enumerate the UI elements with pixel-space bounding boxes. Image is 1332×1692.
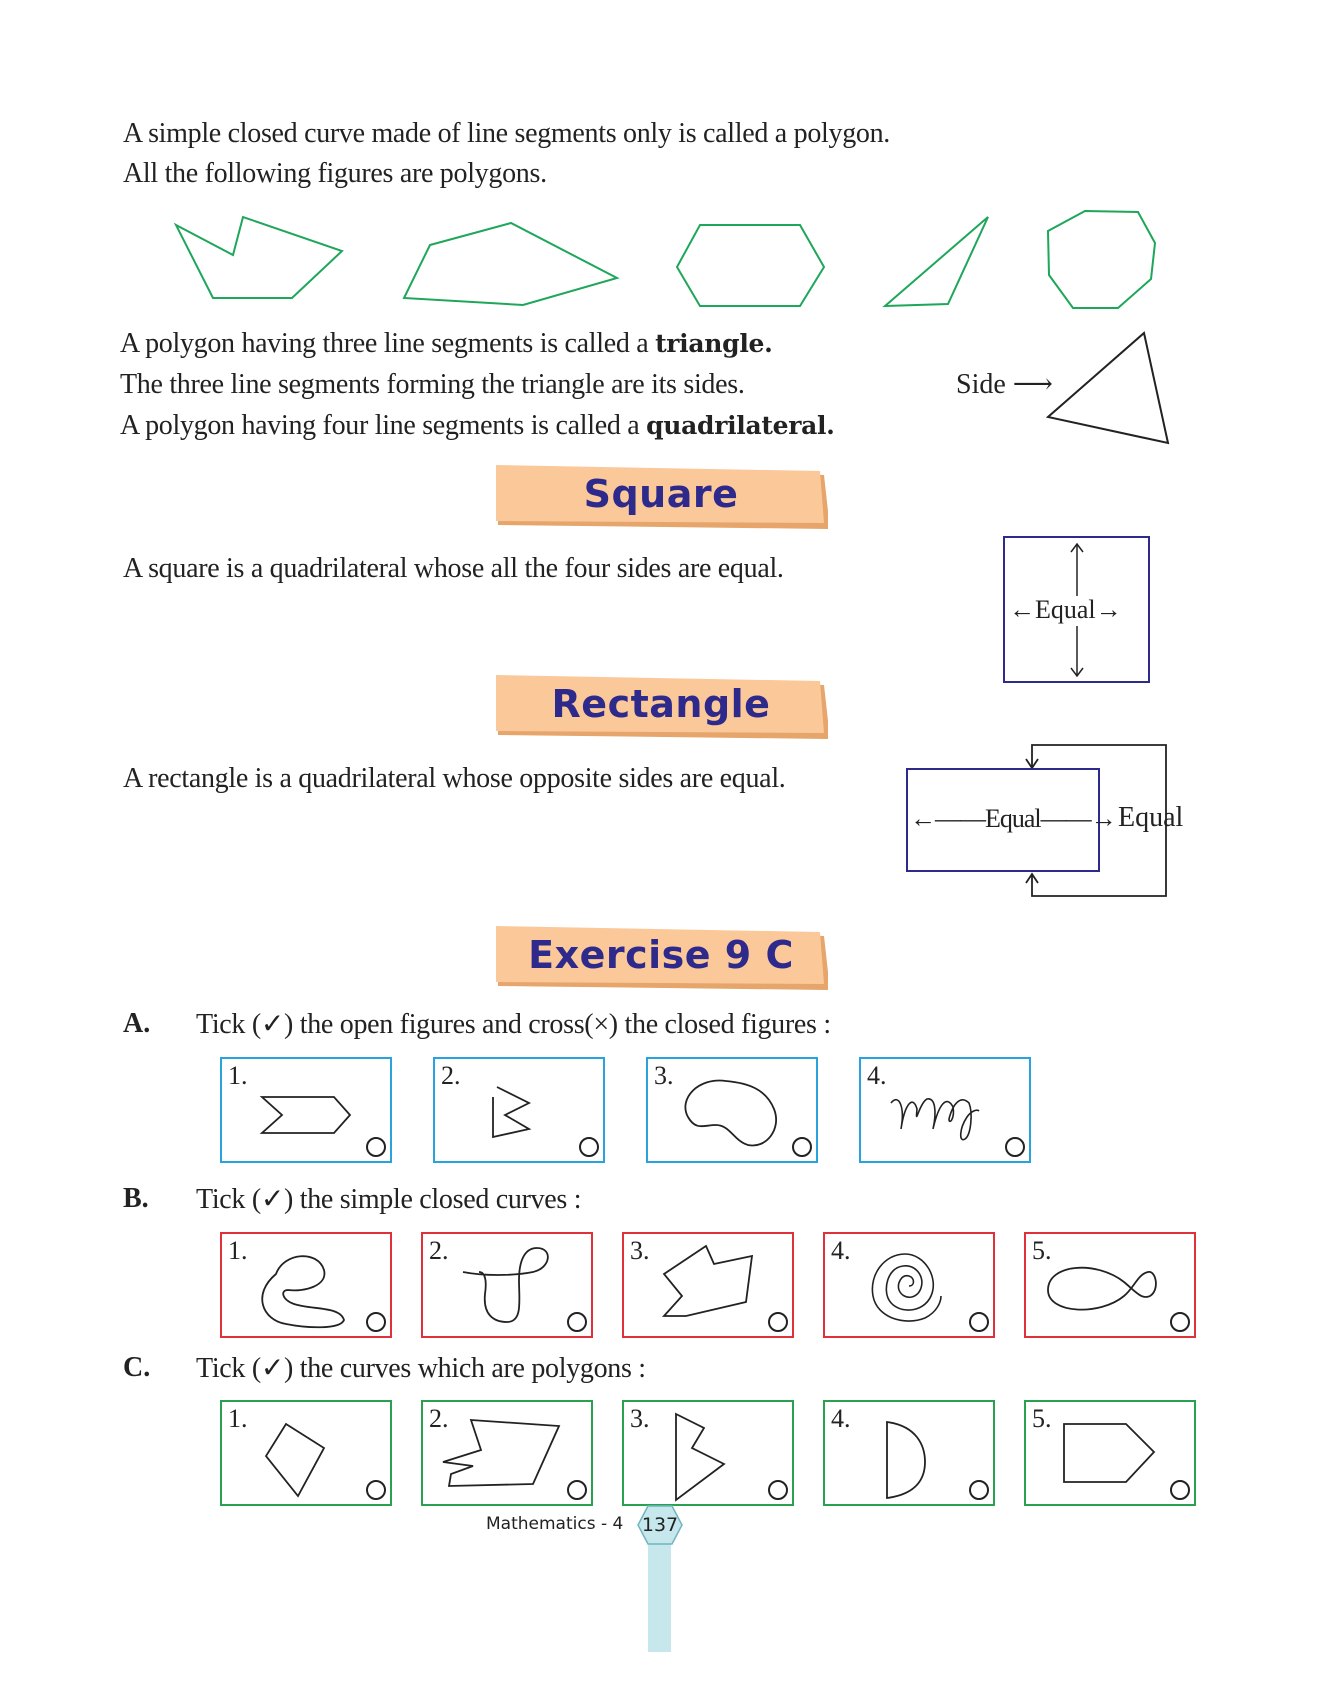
- loops-figure: [861, 1059, 1029, 1161]
- question-a-item-3[interactable]: [646, 1057, 818, 1163]
- triangle-definition-text: A polygon having three line segments is called a: [120, 328, 656, 359]
- question-a-instruction: Tick (✓) the open figures and cross(×) the closed figures :: [196, 1009, 831, 1040]
- question-b-item-2[interactable]: [421, 1232, 593, 1338]
- item-number: 1.: [228, 1061, 248, 1090]
- intro-line-1: A simple closed curve made of line segments only is called a polygon.: [123, 118, 891, 149]
- question-b-item-4[interactable]: [823, 1232, 995, 1338]
- question-c-item-5[interactable]: [1024, 1400, 1196, 1506]
- answer-circle[interactable]: [1005, 1137, 1025, 1157]
- thin-triangle-polygon: [885, 217, 988, 306]
- question-c-item-2[interactable]: [421, 1400, 593, 1506]
- answer-circle[interactable]: [792, 1137, 812, 1157]
- exercise-heading-banner: [494, 924, 828, 994]
- square-diagram: [1003, 536, 1150, 683]
- pentagon-arrow-figure: [1026, 1402, 1194, 1504]
- triangle-definition: [120, 327, 773, 361]
- intro-line-2: All the following figures are polygons.: [123, 158, 547, 189]
- item-number: 3.: [654, 1061, 674, 1090]
- notched-polygon-figure: [624, 1402, 792, 1504]
- rectangle-heading: Rectangle: [551, 682, 771, 726]
- question-b-instruction: Tick (✓) the simple closed curves :: [196, 1184, 582, 1215]
- triangle-diagram: [1040, 325, 1180, 450]
- answer-circle[interactable]: [969, 1312, 989, 1332]
- item-number: 1.: [228, 1236, 248, 1265]
- polygons-row: [0, 195, 1332, 315]
- answer-circle[interactable]: [567, 1312, 587, 1332]
- answer-circle[interactable]: [969, 1480, 989, 1500]
- question-a-letter: A.: [123, 1008, 151, 1039]
- answer-circle[interactable]: [768, 1312, 788, 1332]
- question-a-item-2[interactable]: [433, 1057, 605, 1163]
- question-b-item-3[interactable]: [622, 1232, 794, 1338]
- question-a-item-4[interactable]: [859, 1057, 1031, 1163]
- triangle-term: triangle.: [655, 329, 773, 358]
- irregular-polygon-figure: [423, 1402, 591, 1504]
- item-number: 2.: [441, 1061, 461, 1090]
- side-label: Side ⟶: [956, 369, 1053, 400]
- answer-circle[interactable]: [768, 1480, 788, 1500]
- answer-circle[interactable]: [366, 1312, 386, 1332]
- square-heading-banner: [494, 463, 828, 533]
- item-number: 5.: [1032, 1236, 1052, 1265]
- item-number: 2.: [429, 1404, 449, 1433]
- item-number: 2.: [429, 1236, 449, 1265]
- concave-polygon: [176, 217, 342, 298]
- rectangle-equal-label: ←——Equal——→: [910, 804, 1116, 833]
- square-definition: A square is a quadrilateral whose all the four sides are equal.: [123, 553, 784, 584]
- arrow-shape-figure: [222, 1059, 390, 1161]
- answer-circle[interactable]: [579, 1137, 599, 1157]
- item-number: 3.: [630, 1404, 650, 1433]
- item-number: 4.: [831, 1236, 851, 1265]
- question-b-item-1[interactable]: [220, 1232, 392, 1338]
- item-number: 3.: [630, 1236, 650, 1265]
- d-shape-figure: [825, 1402, 993, 1504]
- question-c-item-1[interactable]: [220, 1400, 392, 1506]
- triangle-sides-text: The three line segments forming the triangle are its sides.: [120, 369, 745, 400]
- page-number: 137: [641, 1514, 679, 1536]
- quadrilateral-definition: [120, 409, 835, 443]
- closed-polygon-figure: [624, 1234, 792, 1336]
- rectangle-side-equal-label: Equal: [1118, 802, 1184, 833]
- closed-curve-figure: [222, 1234, 390, 1336]
- crossing-curve-figure: [423, 1234, 591, 1336]
- question-b-letter: B.: [123, 1183, 149, 1214]
- kite-figure: [222, 1402, 390, 1504]
- question-c-item-4[interactable]: [823, 1400, 995, 1506]
- answer-circle[interactable]: [366, 1137, 386, 1157]
- rectangle-definition: A rectangle is a quadrilateral whose opposite sides are equal.: [123, 763, 786, 794]
- rectangle-heading-banner: [494, 673, 828, 743]
- footer-subject: Mathematics - 4: [486, 1514, 624, 1534]
- question-c-item-3[interactable]: [622, 1400, 794, 1506]
- rectangle-diagram: [906, 768, 1116, 872]
- square-heading: Square: [583, 472, 739, 516]
- item-number: 1.: [228, 1404, 248, 1433]
- question-c-letter: C.: [123, 1352, 151, 1383]
- fish-curve-figure: [1026, 1234, 1194, 1336]
- open-b-figure: [435, 1059, 603, 1161]
- item-number: 4.: [867, 1061, 887, 1090]
- item-number: 4.: [831, 1404, 851, 1433]
- heptagon-polygon: [1048, 211, 1155, 308]
- pentagon-polygon: [404, 223, 617, 305]
- exercise-heading: Exercise 9 C: [528, 933, 794, 977]
- answer-circle[interactable]: [1170, 1480, 1190, 1500]
- item-number: 5.: [1032, 1404, 1052, 1433]
- quadrilateral-definition-text: A polygon having four line segments is called a: [120, 410, 647, 441]
- answer-circle[interactable]: [1170, 1312, 1190, 1332]
- question-b-item-5[interactable]: [1024, 1232, 1196, 1338]
- square-equal-label: ←Equal→: [1009, 595, 1122, 624]
- answer-circle[interactable]: [366, 1480, 386, 1500]
- quadrilateral-term: quadrilateral.: [646, 411, 835, 440]
- question-c-instruction: Tick (✓) the curves which are polygons :: [196, 1353, 646, 1384]
- question-a-item-1[interactable]: [220, 1057, 392, 1163]
- spiral-figure: [825, 1234, 993, 1336]
- answer-circle[interactable]: [567, 1480, 587, 1500]
- blob-figure: [648, 1059, 816, 1161]
- hexagon-polygon: [677, 225, 824, 306]
